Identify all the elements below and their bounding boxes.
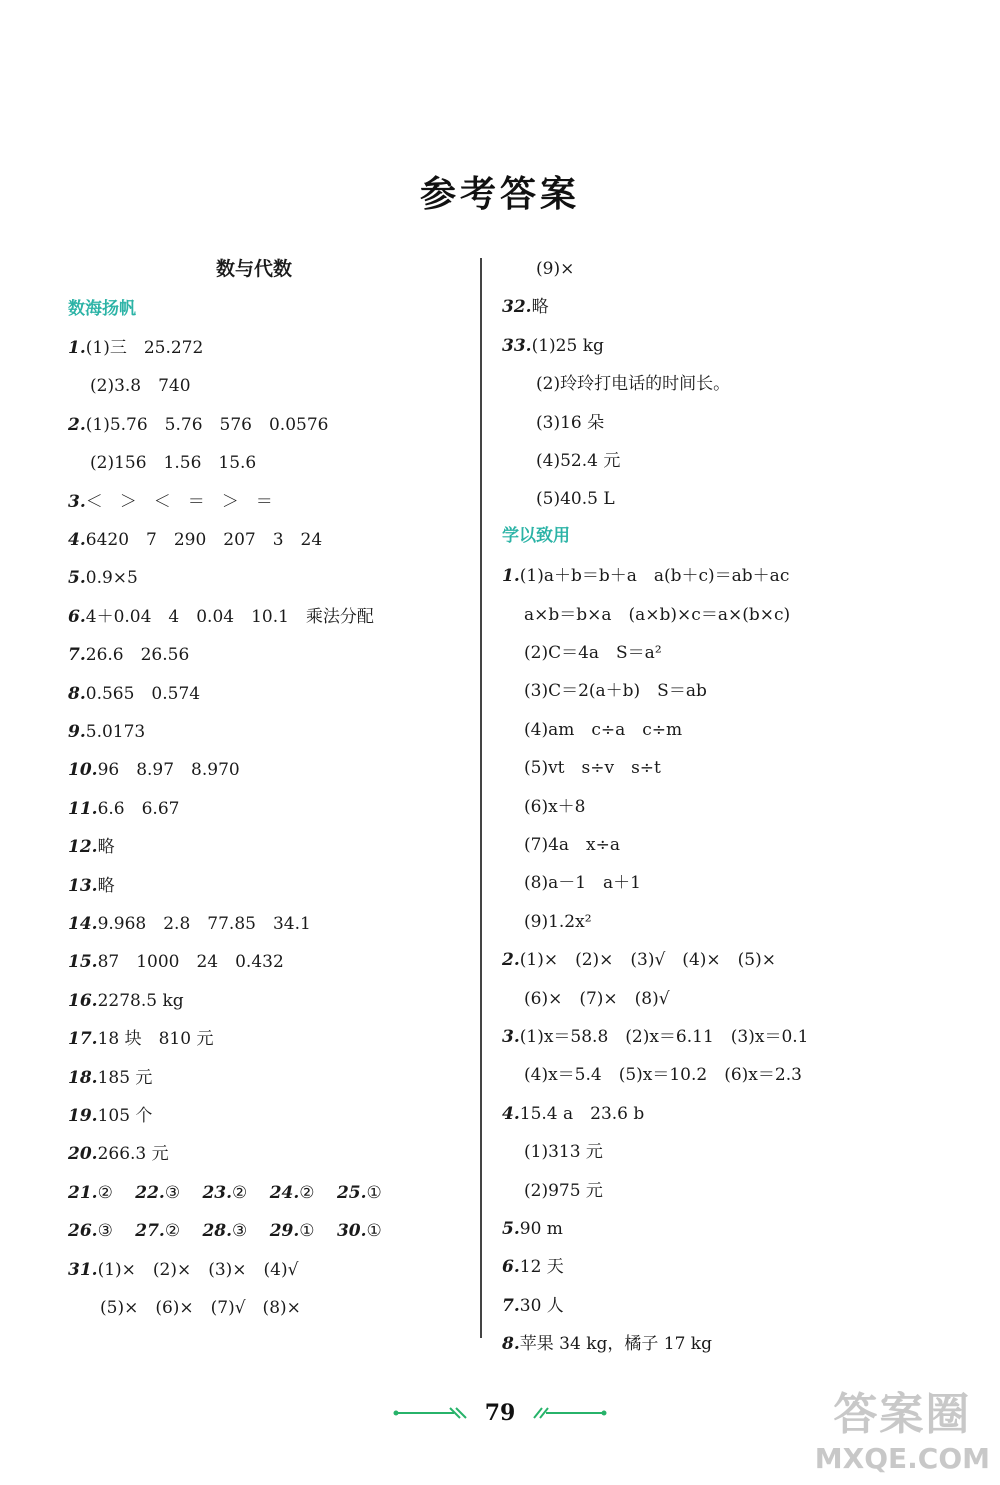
answer-text: (6)x＋8 xyxy=(524,796,586,817)
answer-line xyxy=(68,529,322,551)
answer-text: (2)3.8 740 xyxy=(90,376,191,397)
answer-text: 略 xyxy=(531,297,549,318)
answer-text: 5.0173 xyxy=(85,722,146,742)
answer-line xyxy=(524,604,790,626)
answer-line xyxy=(524,642,662,664)
answer-line xyxy=(68,1259,298,1281)
answer-line xyxy=(502,1103,644,1125)
question-number: 3. xyxy=(68,491,86,512)
answer-line xyxy=(68,875,115,897)
answer-text: ③ xyxy=(97,1221,136,1242)
column-divider xyxy=(480,258,482,1338)
answer-line xyxy=(68,1143,169,1165)
answer-line xyxy=(68,798,179,820)
answer-text: (2)C＝4a S＝a² xyxy=(524,643,662,663)
question-number: 9. xyxy=(68,722,86,742)
footer-right-ornament xyxy=(528,1406,608,1420)
answer-line xyxy=(68,951,284,973)
page-title: 参考答案 xyxy=(419,174,580,215)
answer-text: (2)玲玲打电话的时间长。 xyxy=(536,374,731,395)
answer-line xyxy=(524,1180,603,1202)
answer-line xyxy=(524,719,682,741)
question-number: 19. xyxy=(68,1106,98,1126)
answer-line xyxy=(68,1067,152,1089)
answer-line xyxy=(524,834,620,856)
question-number: 8. xyxy=(502,1334,520,1355)
question-number: 1. xyxy=(502,566,520,587)
answer-text: (1)a＋b＝b＋a a(b＋c)＝ab＋ac xyxy=(519,566,790,587)
choice-answer-row xyxy=(68,1220,382,1242)
question-number: 31. xyxy=(68,1259,98,1280)
answer-text: (9)1.2x² xyxy=(524,911,592,932)
question-number: 5. xyxy=(68,568,86,589)
answer-text: (1)5.76 5.76 576 0.0576 xyxy=(85,414,329,435)
question-number: 4. xyxy=(502,1103,520,1124)
answer-text: (7)4a x÷a xyxy=(524,835,620,855)
answer-text: 18 块 810 元 xyxy=(97,1029,214,1050)
answer-text: 9.968 2.8 77.85 34.1 xyxy=(97,914,311,934)
question-number: 26. xyxy=(68,1221,98,1242)
answer-text: (4)am c÷a c÷m xyxy=(524,719,683,740)
answer-text: 略 xyxy=(97,875,115,896)
answer-line xyxy=(536,258,574,280)
answer-text: (1)25 kg xyxy=(531,335,604,356)
answer-text: ③ xyxy=(232,1221,270,1242)
answer-text: (9)× xyxy=(536,259,575,279)
answer-line xyxy=(524,1064,802,1086)
answer-text: 6.6 6.67 xyxy=(97,798,180,819)
page-number: 79 xyxy=(484,1400,516,1426)
answer-text: (5)vt s÷v s÷t xyxy=(524,758,661,779)
answer-text: 0.9×5 xyxy=(85,568,138,589)
answer-line xyxy=(100,1297,301,1319)
answer-line xyxy=(68,606,374,628)
left-column-title: 数与代数 xyxy=(216,258,293,280)
answer-text: 30 人 xyxy=(519,1295,564,1316)
answer-line xyxy=(68,414,328,436)
answer-text: (8)a－1 a＋1 xyxy=(524,873,641,894)
answer-line xyxy=(502,296,549,318)
answer-line xyxy=(524,757,661,779)
question-number: 12. xyxy=(68,837,98,858)
answer-line xyxy=(536,488,615,510)
watermark xyxy=(815,1378,990,1475)
question-number: 21. xyxy=(68,1182,98,1203)
answer-line xyxy=(68,836,115,858)
answer-line xyxy=(536,450,620,472)
question-number: 6. xyxy=(502,1257,520,1278)
answer-text: ① xyxy=(299,1221,337,1242)
answer-text: ② xyxy=(299,1182,337,1203)
answer-line xyxy=(502,1218,563,1240)
answer-text: 4＋0.04 4 0.04 10.1 乘法分配 xyxy=(85,606,374,627)
answer-line xyxy=(68,1028,213,1050)
question-number: 14. xyxy=(68,914,98,934)
question-number: 17. xyxy=(68,1029,98,1050)
answer-line xyxy=(502,1256,564,1278)
choice-answer-row xyxy=(68,1182,382,1204)
question-number: 28. xyxy=(202,1221,233,1242)
section-heading-shuhai: 数海扬帆 xyxy=(68,299,136,319)
answer-text: 96 8.97 8.970 xyxy=(97,760,240,781)
footer-left-ornament xyxy=(392,1406,472,1420)
answer-line xyxy=(68,913,311,935)
answer-text: 90 m xyxy=(519,1219,563,1239)
answer-text: (2)156 1.56 15.6 xyxy=(90,453,257,474)
answer-text: ① xyxy=(366,1221,382,1242)
answer-line xyxy=(68,759,240,781)
question-number: 8. xyxy=(68,683,86,704)
answer-text: (1)x＝58.8 (2)x＝6.11 (3)x＝0.1 xyxy=(519,1027,809,1047)
answer-line xyxy=(502,335,604,357)
answer-line xyxy=(68,683,200,705)
answer-text: ① xyxy=(366,1182,382,1203)
answer-text: ② xyxy=(164,1221,203,1242)
answer-text: 12 天 xyxy=(519,1257,564,1278)
answer-text: (5)40.5 L xyxy=(536,489,615,510)
question-number: 24. xyxy=(269,1182,300,1203)
answer-text: (3)16 朵 xyxy=(536,412,605,433)
question-number: 29. xyxy=(269,1221,300,1242)
answer-line xyxy=(536,412,604,434)
answer-line xyxy=(502,565,789,587)
answer-line xyxy=(502,949,776,971)
question-number: 3. xyxy=(502,1027,520,1047)
section-heading-xueyi: 学以致用 xyxy=(502,525,570,546)
answer-line xyxy=(68,491,273,513)
answer-line xyxy=(502,1333,712,1355)
answer-line xyxy=(68,567,138,589)
question-number: 6. xyxy=(68,606,86,627)
question-number: 1. xyxy=(68,338,86,358)
answer-line xyxy=(524,680,707,702)
answer-text: 0.565 0.574 xyxy=(85,683,201,704)
question-number: 20. xyxy=(68,1144,98,1165)
answer-line xyxy=(68,990,184,1012)
question-number: 22. xyxy=(135,1182,165,1203)
answer-text: (1)× (2)× (3)× (4)√ xyxy=(97,1259,299,1280)
answer-text: 略 xyxy=(97,837,115,858)
answer-text: 87 1000 24 0.432 xyxy=(97,952,284,973)
question-number: 33. xyxy=(502,335,532,356)
watermark-url: MXQE.COM xyxy=(814,1442,990,1475)
question-number: 25. xyxy=(336,1182,367,1203)
answer-text: (6)× (7)× (8)√ xyxy=(524,988,670,1009)
question-number: 27. xyxy=(135,1221,165,1242)
answer-text: (5)× (6)× (7)√ (8)× xyxy=(100,1298,301,1318)
answer-text: 26.6 26.56 xyxy=(85,645,190,666)
answer-text: ② xyxy=(232,1182,270,1203)
question-number: 10. xyxy=(68,760,98,781)
watermark-logo-text: 答案圈 xyxy=(833,1389,972,1440)
answer-text: 苹果 34 kg，橘子 17 kg xyxy=(519,1334,712,1355)
answer-text: 15.4 a 23.6 b xyxy=(519,1103,645,1124)
answer-line xyxy=(68,1105,152,1127)
answer-line xyxy=(90,452,256,474)
question-number: 2. xyxy=(502,950,520,971)
question-number: 7. xyxy=(68,645,86,666)
answer-text: 6420 7 290 207 3 24 xyxy=(85,530,323,550)
answer-line xyxy=(524,988,670,1010)
answer-text: 185 元 xyxy=(97,1067,153,1088)
answer-line xyxy=(524,872,641,894)
answer-text: (3)C＝2(a＋b) S＝ab xyxy=(524,681,707,702)
answer-text: (4)52.4 元 xyxy=(536,451,621,471)
question-number: 16. xyxy=(68,990,98,1011)
question-number: 32. xyxy=(502,297,532,318)
answer-text: ③ xyxy=(164,1182,203,1203)
answer-line xyxy=(524,1141,603,1163)
answer-line xyxy=(90,375,191,397)
answer-text: 105 个 xyxy=(97,1106,153,1126)
answer-text: (1)三 25.272 xyxy=(85,338,204,358)
question-number: 2. xyxy=(68,414,86,435)
answer-line xyxy=(68,337,203,359)
answer-line xyxy=(68,721,145,743)
question-number: 5. xyxy=(502,1219,520,1239)
answer-text: a×b＝b×a (a×b)×c＝a×(b×c) xyxy=(524,604,791,625)
answer-text: ② xyxy=(97,1182,136,1203)
question-number: 15. xyxy=(68,952,98,973)
answer-text: ＜ ＞ ＜ ＝ ＞ ＝ xyxy=(85,491,273,512)
answer-line xyxy=(68,644,189,666)
answer-text: 266.3 元 xyxy=(97,1144,169,1165)
question-number: 4. xyxy=(68,530,86,550)
answer-text: (1)× (2)× (3)√ (4)× (5)× xyxy=(519,950,776,971)
answer-line xyxy=(502,1026,809,1048)
answer-line xyxy=(524,796,585,818)
answer-text: (2)975 元 xyxy=(524,1180,603,1201)
question-number: 18. xyxy=(68,1067,98,1088)
question-number: 13. xyxy=(68,875,98,896)
answer-line xyxy=(524,911,592,933)
answer-text: (4)x＝5.4 (5)x＝10.2 (6)x＝2.3 xyxy=(524,1065,802,1086)
question-number: 23. xyxy=(202,1182,233,1203)
question-number: 11. xyxy=(68,798,98,819)
answer-text: 2278.5 kg xyxy=(97,990,184,1011)
answer-text: (1)313 元 xyxy=(524,1142,603,1163)
answer-line xyxy=(536,373,730,395)
question-number: 7. xyxy=(502,1295,520,1316)
question-number: 30. xyxy=(336,1221,367,1242)
answer-line xyxy=(502,1295,564,1317)
